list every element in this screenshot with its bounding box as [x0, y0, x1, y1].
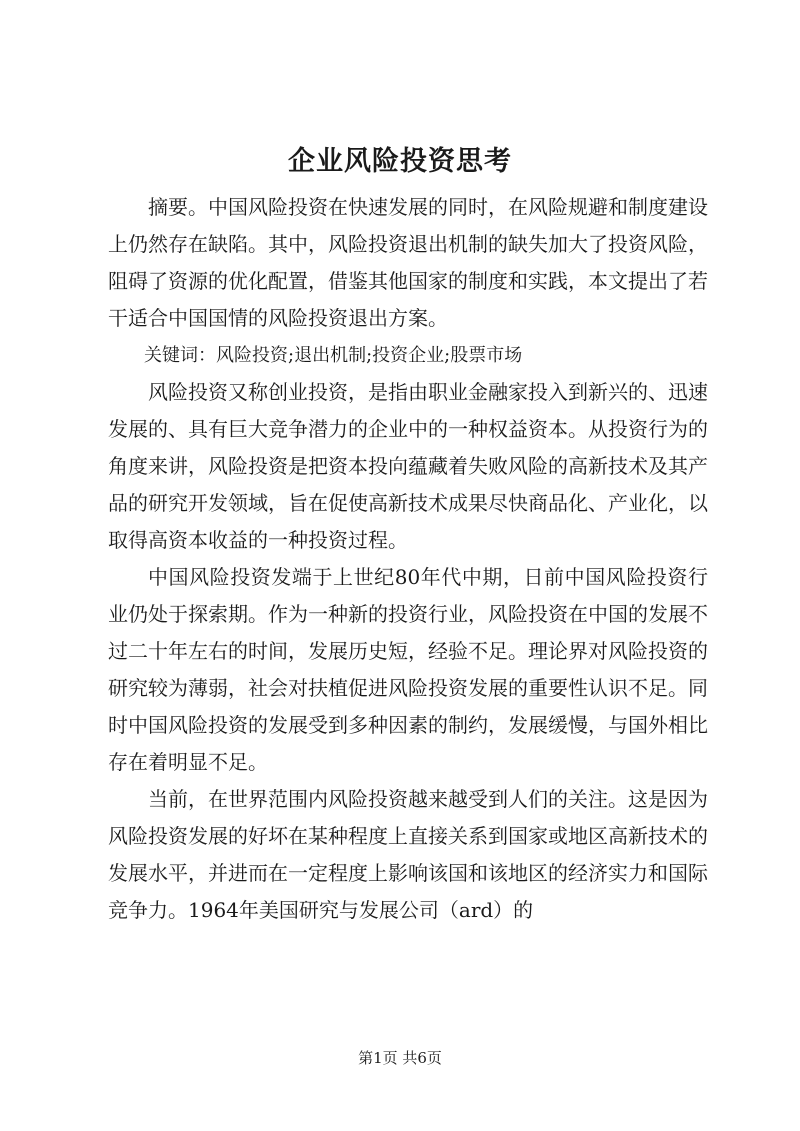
- body-paragraph: 中国风险投资发端于上世纪80年代中期，日前中国风险投资行业仍处于探索期。作为一种新的投资行业，风险投资在中国的发展不过二十年左右的时间，发展历史短，经验不足。理论界对风险投资的研究较为薄弱，社会对扶植促进风险投资发展的重要性认识不足。同时中国风险投资的发展受到多种因素的制约，发展缓慢，与国外相比存在着明显不足。: [108, 565, 708, 774]
- document-title: 企业风险投资思考: [288, 146, 512, 177]
- keywords-paragraph: 关键词：风险投资;退出机制;投资企业;股票市场: [144, 345, 523, 366]
- body-paragraph: 风险投资又称创业投资，是指由职业金融家投入到新兴的、迅速发展的、具有巨大竞争潜力的企业中的一种权益资本。从投资行为的角度来讲，风险投资是把资本投向蕴藏着失败风险的高新技术及其产品的研究开发领域，旨在促使高新技术成果尽快商品化、产业化，以取得高资本收益的一种投资过程。: [108, 380, 708, 552]
- page-number-footer: 第1页 共6页: [358, 1049, 442, 1067]
- abstract-paragraph: 摘要。中国风险投资在快速发展的同时，在风险规避和制度建设上仍然存在缺陷。其中，风险投资退出机制的缺失加大了投资风险，阻碍了资源的优化配置，借鉴其他国家的制度和实践，本文提出了若干适合中国国情的风险投资退出方案。: [108, 195, 708, 330]
- document-body: [108, 189, 708, 929]
- body-paragraph: 当前，在世界范围内风险投资越来越受到人们的关注。这是因为风险投资发展的好坏在某种程度上直接关系到国家或地区高新技术的发展水平，并进而在一定程度上影响该国和该地区的经济实力和国际竞争力。1964年美国研究与发展公司（ard）的: [108, 787, 708, 922]
